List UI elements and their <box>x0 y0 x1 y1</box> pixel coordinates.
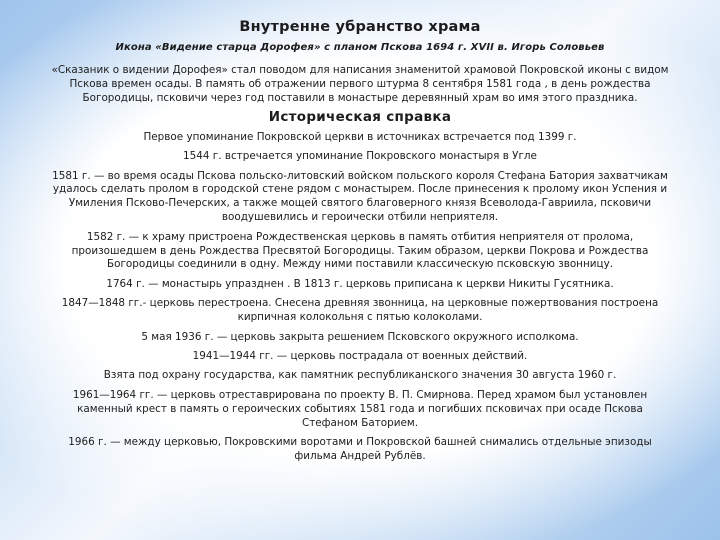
history-paragraph: Взята под охрану государства, как памятник республиканского значения 30 августа 1960 г. <box>103 369 617 382</box>
history-paragraph: 1966 г. — между церковью, Покровскими воротами и Покровской башней снимались отдельные эпизоды фильма Андрей Рублёв. <box>68 436 652 462</box>
slide-title: Внутренне убранство храма <box>239 19 481 35</box>
history-paragraph: 1582 г. — к храму пристроена Рождественская церковь в память отбития неприятеля от пролома, произошедшем в день Рождества Пресвятой Богородицы. Таким образом, церкви Покрова и Рождества Богородицы соединили в одну. Между ними поставили классическую псковскую звонницу. <box>71 230 649 271</box>
history-paragraph: 1847—1848 гг.- церковь перестроена. Снесена древняя звонница, на церковные пожертвования построена кирпичная колокольня с пятью колоколами. <box>61 297 659 324</box>
history-paragraph: 1764 г. — монастырь упразднен . В 1813 г. церковь приписана к церкви Никиты Гусятника. <box>106 277 614 290</box>
history-paragraph: 1544 г. встречается упоминание Покровского монастыря в Угле <box>183 150 537 163</box>
intro-paragraph: «Сказаник о видении Дорофея» стал поводом для написания знаменитой храмовой Покровской иконы с видом Пскова времен осады. В память об отражении первого штурма 8 сентября 1581 года , в день рождества Богородицы, псковичи через год поставили в монастыре деревянный храм во имя этого праздника. <box>51 64 669 104</box>
history-paragraphs <box>50 131 670 464</box>
slide-subtitle: Икона «Видение старца Дорофея» с планом Пскова 1694 г. XVII в. Игорь Соловьев <box>115 42 605 53</box>
history-paragraph: 1941—1944 гг. — церковь пострадала от военных действий. <box>192 350 528 362</box>
section-heading: Историческая справка <box>268 108 452 125</box>
history-paragraph: Первое упоминание Покровской церкви в источниках встречается под 1399 г. <box>143 130 577 143</box>
slide <box>50 18 670 532</box>
history-paragraph: 5 мая 1936 г. — церковь закрыта решением Псковского окружного исполкома. <box>141 330 579 343</box>
history-paragraph: 1581 г. — во время осады Пскова польско-литовский войском польского короля Стефана Батория захватчикам удалось сделать пролом в городской стене рядом с монастырем. После принесения к пролому икон Успения и Умиления Псково-Печерских, а также мощей святого благоверного князя Всеволода-Гавриила, псковичи воодушевились и героически отбили неприятеля. <box>52 169 668 224</box>
history-paragraph: 1961—1964 гг. — церковь отреставрирована по проекту В. П. Смирнова. Перед храмом был установлен каменный крест в память о героических событиях 1581 года и погибших псковичах при осаде Пскова Стефаном Баторием. <box>72 388 648 429</box>
